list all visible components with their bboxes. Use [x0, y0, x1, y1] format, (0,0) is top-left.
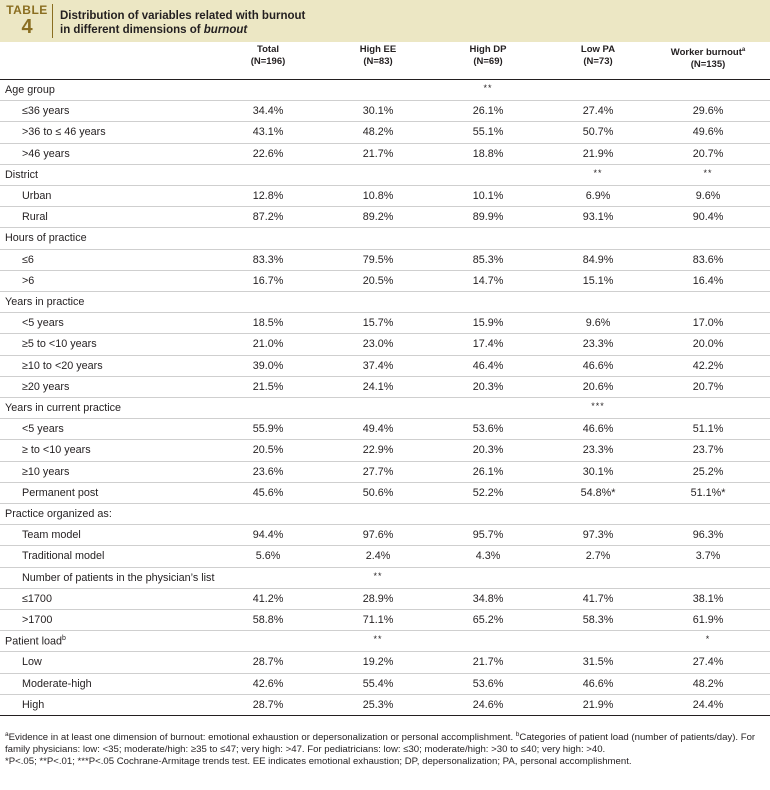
table-cell: 50.6%	[362, 486, 394, 499]
table-cell: 28.7%	[252, 656, 284, 669]
table-cell: 20.3%	[472, 380, 504, 393]
column-header-name	[318, 44, 438, 56]
row-label	[22, 148, 70, 160]
significance-marker: **	[593, 167, 603, 178]
column-header-label: Total	[257, 44, 279, 55]
row-label	[22, 211, 48, 223]
header-divider	[52, 4, 53, 38]
table-cell: 87.2%	[252, 211, 284, 224]
significance-marker: *	[705, 634, 711, 645]
row-label-text: >46 years	[22, 147, 70, 160]
table-number-tag	[6, 4, 48, 37]
group-label	[5, 508, 112, 520]
title-line-2-italic: burnout	[203, 24, 248, 36]
table-cell: 58.3%	[582, 614, 614, 626]
row-label	[22, 593, 52, 605]
table-group-row	[0, 292, 770, 313]
table-cell: 23.7%	[692, 444, 724, 457]
table-cell: 23.0%	[362, 338, 394, 351]
row-divider	[0, 185, 770, 186]
table-row	[0, 462, 770, 483]
group-label	[5, 232, 87, 244]
row-label-text: District	[5, 168, 38, 181]
table-row	[0, 589, 770, 610]
column-header-count: (N=83)	[363, 56, 393, 67]
row-label-text: ≤36 years	[22, 105, 70, 118]
row-divider	[0, 482, 770, 483]
group-label	[5, 402, 121, 414]
table-cell: 25.2%	[692, 465, 724, 478]
table-cell: 51.1%*	[690, 486, 726, 499]
row-label-sup: b	[62, 635, 66, 643]
table-cell: 20.3%	[472, 444, 504, 457]
group-label	[5, 169, 38, 181]
table-cell: 27.4%	[582, 105, 614, 118]
row-divider	[0, 397, 770, 398]
column-header-count: (N=196)	[250, 56, 286, 67]
significance-marker: **	[703, 167, 713, 178]
row-label	[22, 529, 81, 541]
column-header	[208, 44, 328, 76]
table-cell: 84.9%	[582, 253, 614, 266]
table-cell: 15.9%	[472, 317, 504, 330]
table-cell: 52.2%	[472, 486, 504, 499]
table-number: 4	[21, 16, 33, 38]
table-cell: 53.6%	[472, 677, 504, 690]
table-cell: 21.7%	[362, 147, 394, 160]
row-label	[22, 338, 97, 350]
row-label-text: Practice organized as:	[5, 508, 112, 520]
table-cell: 45.6%	[252, 486, 284, 499]
table-group-row	[0, 165, 770, 186]
table-cell: 20.5%	[252, 444, 284, 457]
row-label-text: >36 to ≤ 46 years	[22, 126, 106, 139]
table-word: TABLE	[6, 3, 48, 17]
row-label-text: <5 years	[22, 423, 64, 436]
table-cell: 28.7%	[252, 698, 284, 711]
row-divider	[0, 609, 770, 610]
table-row	[0, 525, 770, 546]
table-row	[0, 250, 770, 271]
row-label-text: Permanent post	[22, 486, 99, 499]
row-label	[22, 317, 64, 329]
table-cell: 21.5%	[252, 380, 284, 393]
table-cell: 39.0%	[252, 359, 284, 372]
column-header	[428, 44, 548, 76]
table-group-row	[0, 80, 770, 101]
row-divider	[0, 164, 770, 165]
table-cell: 83.3%	[252, 253, 284, 266]
row-label	[22, 381, 69, 393]
table-cell: 97.3%	[582, 529, 614, 542]
table-cell: 20.7%	[692, 380, 724, 393]
table-cell: 55.9%	[252, 423, 284, 436]
table-row	[0, 377, 770, 398]
table-cell: 65.2%	[472, 614, 504, 626]
table-cell: 46.6%	[582, 423, 614, 436]
row-label-text: ≥20 years	[22, 380, 70, 393]
row-divider	[0, 545, 770, 546]
table-cell: 20.7%	[692, 147, 724, 160]
row-label-text: Patient load	[5, 635, 63, 648]
table-cell: 10.8%	[362, 190, 394, 202]
row-label	[22, 466, 69, 478]
table-cell: 41.2%	[252, 592, 284, 605]
row-label-text: Urban	[22, 190, 52, 202]
row-label	[22, 678, 92, 690]
table-cell: 48.2%	[692, 677, 724, 690]
row-divider	[0, 312, 770, 313]
row-label-text: ≥5 to <10 years	[22, 338, 97, 351]
footnote-a-text: Evidence in at least one dimension of burnout: emotional exhaustion or depersonalization or personal accomplishment.	[8, 732, 516, 744]
table-cell: 55.4%	[362, 677, 394, 690]
row-divider	[0, 270, 770, 271]
table-cell: 49.4%	[362, 423, 394, 436]
table-group-row	[0, 228, 770, 249]
column-header-label: Worker burnout	[670, 47, 742, 59]
table-cell: 61.9%	[692, 614, 724, 626]
row-label	[22, 699, 44, 711]
row-label	[22, 190, 51, 202]
row-divider	[0, 143, 770, 144]
title-line-2	[60, 23, 305, 37]
table-cell: 22.6%	[252, 147, 284, 160]
table-cell: 38.1%	[692, 592, 724, 605]
table-group-row	[0, 631, 770, 652]
row-label-text: Team model	[22, 529, 81, 542]
table-cell: 34.4%	[252, 105, 284, 118]
row-divider	[0, 121, 770, 122]
table-cell: 15.1%	[582, 274, 614, 287]
table-footnote	[5, 729, 765, 768]
table-cell: 19.2%	[362, 656, 394, 669]
table-row	[0, 440, 770, 461]
table-cell: 18.5%	[252, 317, 284, 330]
row-label	[22, 423, 64, 435]
row-label-text: Low	[22, 656, 42, 669]
row-label	[22, 126, 106, 138]
table-cell: 28.9%	[362, 592, 394, 605]
row-divider	[0, 630, 770, 631]
table-cell: 71.1%	[362, 614, 394, 626]
row-label-text: Years in practice	[5, 296, 85, 308]
row-label	[22, 360, 103, 372]
table-cell: 23.6%	[252, 465, 284, 478]
row-label-text: ≥10 to <20 years	[22, 359, 103, 372]
column-header-count: (N=69)	[473, 56, 503, 67]
row-label-text: Rural	[22, 211, 48, 224]
table-row	[0, 546, 770, 567]
table-cell: 50.7%	[582, 126, 614, 139]
header-rule	[0, 79, 770, 80]
table-cell: 31.5%	[582, 656, 614, 669]
table-cell: 24.1%	[362, 380, 394, 393]
column-header	[648, 44, 768, 76]
table-cell: 16.4%	[692, 274, 724, 287]
table-cell: 90.4%	[692, 211, 724, 224]
table-cell: 89.9%	[472, 211, 504, 224]
column-header-name	[648, 44, 768, 59]
row-label-text: ≥ to <10 years	[22, 444, 91, 457]
table-row	[0, 122, 770, 143]
row-divider	[0, 694, 770, 695]
table-cell: 43.1%	[252, 126, 284, 139]
table-row	[0, 483, 770, 504]
row-divider	[0, 503, 770, 504]
table-row	[0, 271, 770, 292]
table-cell: 26.1%	[472, 465, 504, 478]
row-divider	[0, 588, 770, 589]
row-label	[22, 105, 69, 117]
row-divider	[0, 461, 770, 462]
row-label-text: Number of patients in the physician’s list	[22, 571, 215, 584]
row-label-text: High	[22, 698, 45, 711]
table-cell: 85.3%	[472, 253, 504, 266]
table-row	[0, 334, 770, 355]
significance-marker: **	[483, 83, 493, 93]
row-divider	[0, 206, 770, 207]
column-header-count: (N=73)	[583, 56, 613, 67]
table-cell: 24.6%	[472, 698, 504, 711]
column-header-label: High EE	[359, 44, 397, 55]
table-cell: 20.6%	[582, 380, 614, 393]
table-cell: 37.4%	[362, 359, 394, 372]
row-divider	[0, 567, 770, 568]
row-divider	[0, 439, 770, 440]
table-cell: 24.4%	[692, 698, 724, 711]
table-cell: 79.5%	[362, 253, 394, 266]
row-divider	[0, 291, 770, 292]
row-divider	[0, 227, 770, 228]
table-cell: 21.9%	[582, 147, 614, 160]
table-cell: 14.7%	[472, 274, 504, 287]
column-header-count: (N=135)	[690, 59, 726, 71]
table-row	[0, 186, 770, 207]
table-cell: 46.4%	[472, 359, 504, 372]
table-cell: 93.1%	[582, 211, 614, 224]
table-bottom-rule	[0, 715, 770, 716]
table-cell: 25.3%	[362, 698, 394, 711]
table-cell: 97.6%	[362, 529, 394, 542]
table-cell: 4.3%	[475, 550, 501, 563]
significance-marker: **	[373, 634, 383, 645]
table-header-band	[0, 0, 770, 42]
table-cell: 21.0%	[252, 338, 284, 351]
table-row	[0, 356, 770, 377]
table-cell: 94.4%	[252, 529, 284, 542]
row-divider	[0, 376, 770, 377]
table-cell: 48.2%	[362, 126, 394, 139]
row-label	[22, 614, 52, 626]
significance-marker: ***	[591, 401, 605, 411]
significance-marker: **	[373, 570, 383, 581]
table-cell: 29.6%	[692, 105, 724, 118]
row-label-text: ≤1700	[22, 592, 52, 605]
table-cell: 2.7%	[585, 550, 611, 563]
row-label	[22, 275, 34, 287]
footnote-significance: *P<.05; **P<.01; ***P<.05 Cochrane-Armitage trends test. EE indicates emotional exhaustion; DP, depersonalization; PA, personal accomplishment.	[5, 756, 632, 768]
table-row	[0, 674, 770, 695]
group-label	[5, 296, 84, 308]
table-cell: 34.8%	[472, 592, 504, 605]
footnote-b-text: Categories of patient load (number of patients/day). For family physicians: low: <35; moderate/high: ≥35 to ≤47; very high: >47. For pediatricians: low: ≤30; moderate/high: >30 to ≤40; very high: >40.	[5, 732, 756, 756]
row-label	[22, 254, 34, 266]
table-row	[0, 144, 770, 165]
table-row	[0, 652, 770, 673]
row-label	[22, 550, 104, 562]
column-header-name	[538, 44, 658, 56]
row-divider	[0, 249, 770, 250]
table-cell: 30.1%	[362, 105, 394, 118]
row-divider	[0, 524, 770, 525]
table-cell: 30.1%	[582, 465, 614, 478]
group-label	[5, 84, 55, 96]
table-cell: 10.1%	[472, 190, 504, 202]
table-cell: 27.4%	[692, 656, 724, 669]
table-cell: 20.0%	[692, 338, 724, 351]
column-header-name	[208, 44, 328, 56]
table-cell: 51.1%	[692, 423, 724, 436]
row-label-text: Moderate-high	[22, 677, 92, 690]
table-cell: 17.4%	[472, 338, 504, 351]
table-cell: 16.7%	[252, 274, 284, 287]
table-group-row	[0, 568, 770, 589]
column-header-label: High DP	[469, 44, 507, 55]
row-label-text: <5 years	[22, 317, 64, 330]
row-divider	[0, 673, 770, 674]
table-cell: 46.6%	[582, 359, 614, 372]
footnote-b-mark: b	[515, 731, 520, 738]
table-cell: 54.8%*	[580, 486, 616, 499]
table-cell: 42.6%	[252, 677, 284, 690]
table-cell: 18.8%	[472, 147, 504, 160]
table-cell: 3.7%	[695, 550, 721, 563]
table-cell: 58.8%	[252, 614, 284, 626]
table-title	[60, 9, 305, 37]
table-cell: 17.0%	[692, 317, 724, 330]
table-cell: 22.9%	[362, 444, 394, 457]
row-label	[22, 656, 42, 668]
row-divider	[0, 418, 770, 419]
table-cell: 20.5%	[362, 274, 394, 287]
table-cell: 96.3%	[692, 529, 724, 542]
table-cell: 26.1%	[472, 105, 504, 118]
row-divider	[0, 100, 770, 101]
column-header-name	[428, 44, 548, 56]
column-header-sup: a	[741, 47, 746, 53]
group-label	[5, 635, 66, 648]
table-row	[0, 313, 770, 334]
row-divider	[0, 333, 770, 334]
row-label-text: ≥10 years	[22, 465, 70, 478]
table-row	[0, 419, 770, 440]
row-label-text: Years in current practice	[5, 402, 122, 414]
table-cell: 42.2%	[692, 359, 724, 372]
table-cell: 15.7%	[362, 317, 394, 330]
row-label-text: Traditional model	[22, 550, 105, 563]
table-cell: 46.6%	[582, 677, 614, 690]
row-label-text: ≤6	[22, 253, 34, 266]
table-row	[0, 695, 770, 716]
footnote-a-mark: a	[5, 731, 9, 738]
table-cell: 83.6%	[692, 253, 724, 266]
title-line-1: Distribution of variables related with burnout	[60, 10, 306, 22]
table-row	[0, 207, 770, 228]
row-divider	[0, 355, 770, 356]
table-cell: 55.1%	[472, 126, 504, 139]
table-row	[0, 101, 770, 122]
table-cell: 95.7%	[472, 529, 504, 542]
table-cell: 9.6%	[585, 317, 611, 330]
table-cell: 2.4%	[365, 550, 391, 563]
table-cell: 23.3%	[582, 444, 614, 457]
table-cell: 9.6%	[695, 190, 721, 202]
table-cell: 27.7%	[362, 465, 394, 478]
table-group-row	[0, 398, 770, 419]
row-label-text: Hours of practice	[5, 232, 87, 245]
column-header	[318, 44, 438, 76]
table-group-row	[0, 504, 770, 525]
group-label	[22, 572, 214, 584]
table-cell: 49.6%	[692, 126, 724, 139]
table-cell: 21.9%	[582, 698, 614, 711]
row-label-text: >1700	[22, 614, 53, 626]
table-cell: 89.2%	[362, 211, 394, 224]
table-row	[0, 610, 770, 631]
column-header	[538, 44, 658, 76]
row-label-text: Age group	[5, 84, 55, 96]
title-line-2-text: in different dimensions of	[60, 24, 204, 36]
row-label-text: >6	[22, 274, 35, 287]
row-label	[22, 487, 98, 499]
table-cell: 6.9%	[585, 190, 611, 202]
table-cell: 23.3%	[582, 338, 614, 351]
row-divider	[0, 651, 770, 652]
table-cell: 53.6%	[472, 423, 504, 436]
table-cell: 41.7%	[582, 592, 614, 605]
table-cell: 5.6%	[255, 550, 281, 563]
table-cell: 12.8%	[252, 190, 284, 202]
table-cell: 21.7%	[472, 656, 504, 669]
column-header-label: Low PA	[580, 44, 616, 55]
row-label	[22, 444, 91, 456]
